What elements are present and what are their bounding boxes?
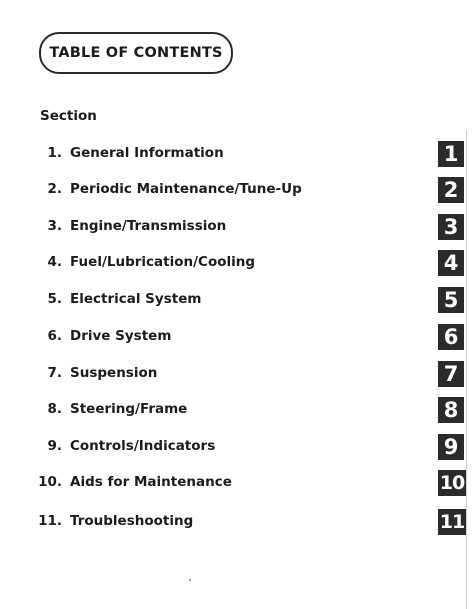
toc-title[interactable]: Troubleshooting [70,513,194,529]
toc-row-8[interactable] [0,397,474,423]
toc-title[interactable]: Suspension [70,365,158,381]
section-heading: Section [40,108,97,124]
section-tab-3[interactable]: 3 [438,214,464,240]
toc-row-9[interactable] [0,434,474,460]
section-tab-9[interactable]: 9 [438,434,464,460]
toc-row-4[interactable] [0,250,474,276]
section-tab-5[interactable]: 5 [438,287,464,313]
toc-row-2[interactable] [0,177,474,203]
toc-number: 1. [47,145,62,161]
toc-number: 9. [47,438,62,454]
section-tab-8[interactable]: 8 [438,397,464,423]
toc-row-10[interactable] [0,470,474,496]
toc-number: 4. [47,254,62,270]
toc-row-6[interactable] [0,324,474,350]
toc-number: 7. [47,365,62,381]
toc-title[interactable]: Controls/Indicators [70,438,216,454]
print-speck [189,579,191,581]
toc-number: 11. [38,513,62,529]
toc-row-5[interactable] [0,287,474,313]
toc-title[interactable]: Periodic Maintenance/Tune-Up [70,181,302,197]
toc-number: 8. [47,401,62,417]
toc-title[interactable]: Electrical System [70,291,202,307]
section-tab-4[interactable]: 4 [438,250,464,276]
toc-number: 5. [47,291,62,307]
toc-row-7[interactable] [0,361,474,387]
toc-row-3[interactable] [0,214,474,240]
toc-number: 3. [47,218,62,234]
section-tab-11[interactable]: 11 [438,509,466,535]
toc-number: 10. [38,474,62,490]
toc-title[interactable]: Steering/Frame [70,401,188,417]
section-tab-1[interactable]: 1 [438,141,464,167]
section-tab-7[interactable]: 7 [438,361,464,387]
section-tab-6[interactable]: 6 [438,324,464,350]
toc-number: 6. [47,328,62,344]
toc-row-1[interactable] [0,141,474,167]
toc-title[interactable]: General Information [70,145,224,161]
section-tab-10[interactable]: 10 [438,470,466,496]
title-box [39,32,233,74]
section-tab-2[interactable]: 2 [438,177,464,203]
toc-title[interactable]: Drive System [70,328,172,344]
page-title: TABLE OF CONTENTS [49,45,223,61]
toc-number: 2. [47,181,62,197]
toc-title[interactable]: Aids for Maintenance [70,474,232,490]
toc-title[interactable]: Fuel/Lubrication/Cooling [70,254,256,270]
toc-row-11[interactable] [0,509,474,535]
toc-title[interactable]: Engine/Transmission [70,218,227,234]
